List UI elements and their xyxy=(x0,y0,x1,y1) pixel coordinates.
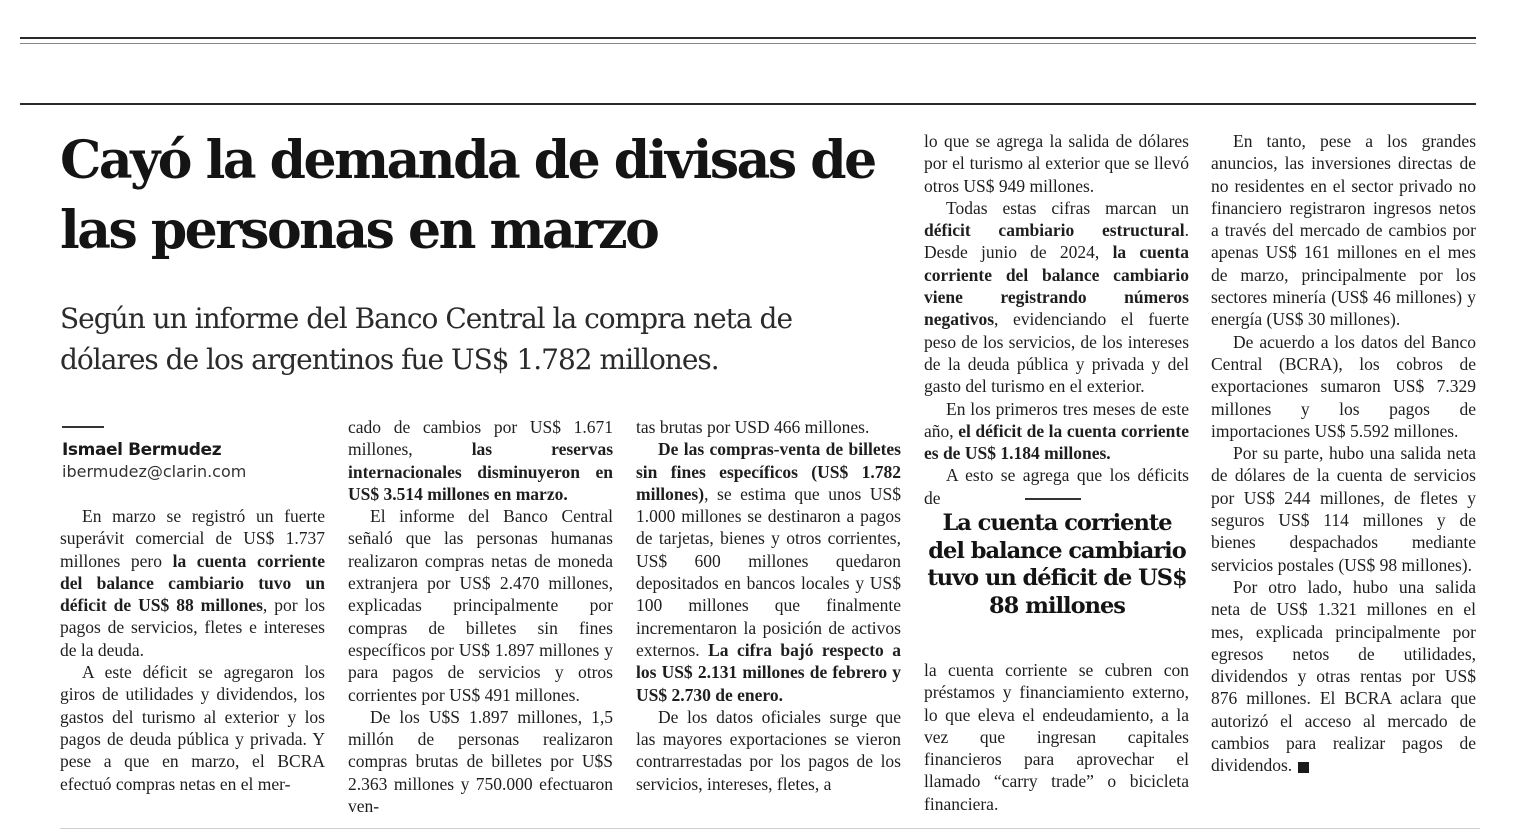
section-rule xyxy=(20,103,1476,105)
headline: Cayó la demanda de divisas de las personas en marzo xyxy=(60,130,875,261)
deck: Según un informe del Banco Central la compra neta de dólares de los argentinos fue US$ 1.782 millones. xyxy=(60,302,793,376)
paragraph: De acuerdo a los datos del Banco Central (BCRA), los cobros de exportaciones sumaron US$ 7.329 millones y los pagos de importaciones US$ 5.592 millones. xyxy=(1211,331,1476,441)
paragraph: A esto se agrega que los déficits de xyxy=(924,465,1189,508)
top-rule xyxy=(20,37,1476,39)
paragraph: lo que se agrega la salida de dólares por el turismo al exterior que se llevó otros US$ 949 millones. xyxy=(924,131,1189,196)
paragraph: En los primeros tres meses de este año, el déficit de la cuenta corriente es de US$ 1.184 millones. xyxy=(924,398,1189,464)
paragraph: la cuenta corriente se cubren con préstamos y financiamiento externo, lo que eleva el endeudamiento, a la vez que ingresan capitales financieros para aprovechar el llamado “carry trade” o bicicleta financiera. xyxy=(924,660,1189,814)
paragraph: Por otro lado, hubo una salida neta de US$ 1.321 millones en el mes, explicada principalmente por egresos netos de utilidades, dividendos y otras rentas por US$ 876 millones. El BCRA aclara que autorizó el acceso al mercado de cambios para realizar pagos de dividendos. xyxy=(1211,576,1476,776)
pullquote-rule xyxy=(1025,498,1081,500)
bottom-rule xyxy=(60,828,1480,829)
column-3 xyxy=(636,416,901,795)
paragraph: De los U$S 1.897 millones, 1,5 millón de personas realizaron compras brutas de billetes por U$S 2.363 millones y 750.000 efectuaron ven- xyxy=(348,706,613,817)
paragraph: En tanto, pese a los grandes anuncios, las inversiones directas de no residentes en el sector privado no financiero registraron ingresos netos a través del mercado de cambios por apenas US$ 161 millones en el mes de marzo, principalmente por los sectores minería (US$ 46 millones) y energía (US$ 30 millones). xyxy=(1211,131,1476,330)
column-4-bottom xyxy=(924,659,1189,815)
column-2 xyxy=(348,416,613,817)
paragraph: tas brutas por USD 466 millones. xyxy=(636,417,870,437)
pullquote: La cuenta corriente del balance cambiario tuvo un déficit de US$ 88 millones xyxy=(927,510,1187,619)
paragraph: A este déficit se agregaron los giros de utilidades y dividendos, los gastos del turismo al exterior y los pagos de deuda pública y privada. Y pese a que en marzo, el BCRA efectuó compras netas en el mer- xyxy=(60,662,325,794)
paragraph: En marzo se registró un fuerte superávit comercial de US$ 1.737 millones pero la cuenta corriente del balance cambiario tuvo un déficit de US$ 88 millones, por los pagos de servicios, fletes e intereses de la deuda. xyxy=(60,506,326,660)
end-mark-icon xyxy=(1298,762,1309,773)
column-4-top xyxy=(924,130,1189,509)
paragraph: El informe del Banco Central señaló que las personas humanas realizaron compras netas de moneda extranjera por US$ 2.470 millones, explicadas principalmente por compras de billetes sin fines específicos por US$ 1.897 millones y para pagos de servicios y otros corrientes por US$ 491 millones. xyxy=(348,506,613,705)
paragraph: De los datos oficiales surge que las mayores exportaciones se vieron contrarrestadas por los pagos de los servicios, intereses, fletes, a xyxy=(636,706,901,794)
paragraph: Por su parte, hubo una salida neta de dólares de la cuenta de servicios por US$ 244 millones, de fletes y seguros US$ 114 millones y de bienes despachados mediante servicios postales (US$ 98 millones). xyxy=(1211,443,1476,575)
paragraph: Todas estas cifras marcan un déficit cambiario estructural. Desde junio de 2024, la cuenta corriente del balance cambiario viene registrando números negativos, evidenciando el fuerte peso de los servicios, de los intereses de la deuda pública y privada y del gasto del turismo en el exterior. xyxy=(924,197,1189,397)
column-1 xyxy=(60,505,325,795)
author-email[interactable]: ibermudez@clarin.com xyxy=(62,462,247,481)
top-rule-thin xyxy=(20,43,1476,44)
paragraph: De las compras-venta de billetes sin fines específicos (US$ 1.782 millones), se estima que unos US$ 1.000 millones se destinaron a pagos de tarjetas, bienes y otros corrientes, US$ 600 millones quedaron depositados en bancos locales y US$ 100 millones que finalmente incrementaron la posición de activos externos. La cifra bajó respecto a los US$ 2.131 millones de febrero y US$ 2.730 de enero. xyxy=(636,439,901,705)
author-name: Ismael Bermudez xyxy=(62,440,222,460)
column-5 xyxy=(1211,130,1476,777)
byline-rule xyxy=(62,426,104,428)
paragraph: cado de cambios por US$ 1.671 millones, las reservas internacionales disminuyeron en US$ 3.514 millones en marzo. xyxy=(348,417,614,504)
